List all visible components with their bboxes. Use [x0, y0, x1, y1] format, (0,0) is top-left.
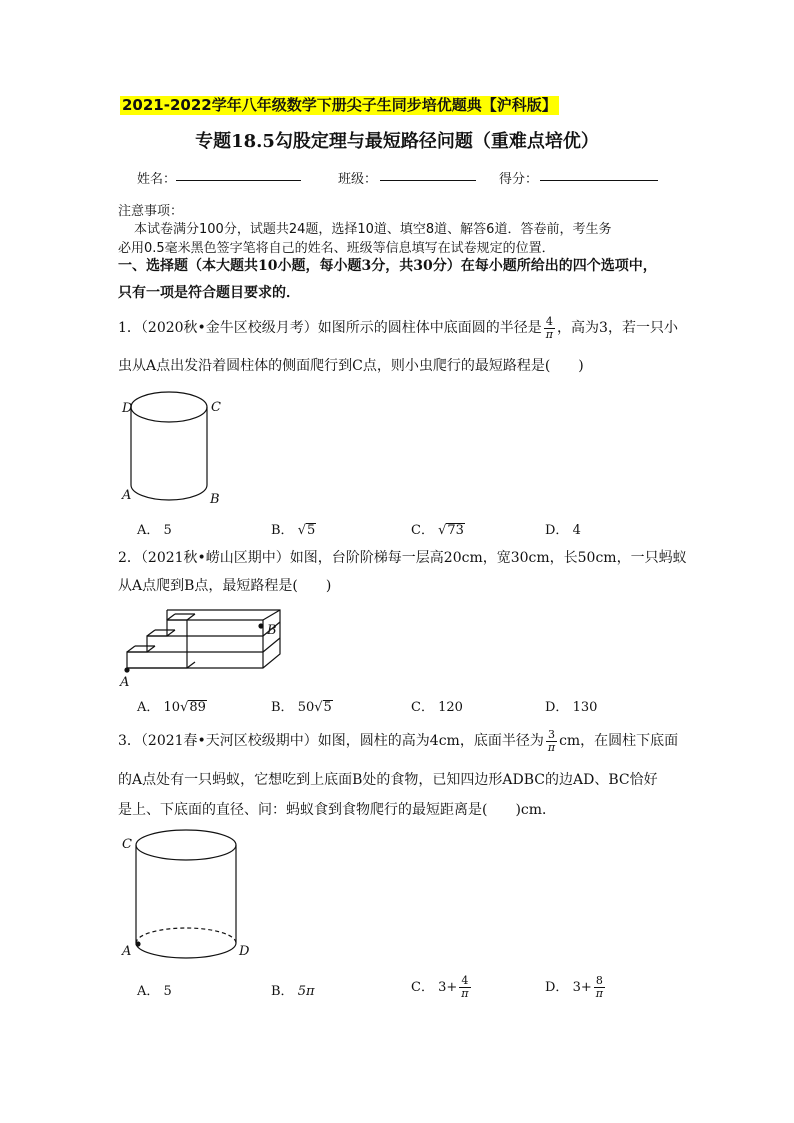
option-a[interactable]: A． 5 [137, 523, 172, 538]
option-c[interactable]: C． 120 [411, 700, 463, 715]
cylinder-figure [112, 385, 232, 510]
option-b[interactable]: B． 50√5 [271, 700, 332, 715]
question-3-text: 3．（2021春•天河区校级期中）如图，圆柱的高为4cm，底面半径为 $\frac{3}{\pi}$ cm，在圆柱下底面 [118, 727, 679, 754]
notice-heading: 注意事项： [118, 204, 184, 219]
name-label: 姓名： [137, 172, 177, 187]
point-label-a: A [120, 675, 130, 690]
option-b[interactable]: B． √5 [271, 523, 316, 538]
option-b[interactable]: B． 5π [271, 984, 315, 999]
page-title: 专题18.5勾股定理与最短路径问题（重难点培优） [195, 131, 599, 152]
class-field[interactable] [380, 166, 476, 181]
option-c[interactable]: C． √73 [411, 523, 464, 538]
score-field[interactable] [540, 166, 658, 181]
point-label-d: D [122, 401, 133, 416]
question-3-text: 是上、下底面的直径、问：蚂蚁食到食物爬行的最短距离是( )cm． [118, 802, 557, 818]
document-header: 2021-2022学年八年级数学下册尖子生同步培优题典【沪科版】 [122, 96, 557, 114]
question-1-text: 1．（2020秋•金牛区校级月考）如图所示的圆柱体中底面圆的半径是 $\frac{4}{\pi}$ ，高为3，若一只小 [118, 314, 678, 341]
stairs-figure [115, 604, 290, 690]
class-label: 班级： [338, 172, 378, 187]
option-a[interactable]: A． 5 [137, 984, 172, 999]
point-a-marker [135, 941, 140, 946]
score-label: 得分： [499, 172, 539, 187]
name-field[interactable] [176, 166, 301, 181]
point-label-c: C [122, 837, 132, 852]
question-2-text: 2．（2021秋•崂山区期中）如图，台阶阶梯每一层高20cm，宽30cm，长50cm，一只蚂蚁 [118, 550, 687, 566]
question-1-text: 虫从A点出发沿着圆柱体的侧面爬行到C点，则小虫爬行的最短路程是( ) [118, 358, 584, 374]
point-label-d: D [239, 944, 250, 959]
option-d[interactable]: D． 130 [545, 700, 598, 715]
question-2-text: 从A点爬到B点，最短路程是( ) [118, 578, 332, 594]
point-b-marker [258, 623, 263, 628]
fraction: $\frac{4}{\pi}$ [545, 314, 554, 341]
option-c[interactable]: C． 3+ $\frac{4}{\pi}$ [411, 974, 469, 1000]
point-label-b: B [210, 492, 220, 507]
section-heading: 只有一项是符合题目要求的． [118, 285, 300, 301]
point-label-a: A [122, 488, 132, 503]
point-label-a: A [122, 944, 132, 959]
point-label-c: C [211, 400, 221, 415]
cylinder-figure [114, 825, 264, 965]
option-a[interactable]: A． 10√89 [137, 700, 206, 715]
option-d[interactable]: D． 3+ $\frac{8}{\pi}$ [545, 974, 603, 1000]
fraction: $\frac{3}{\pi}$ [547, 727, 556, 754]
section-heading: 一、选择题（本大题共10小题，每小题3分，共30分）在每小题所给出的四个选项中， [118, 258, 657, 274]
point-a-marker [124, 667, 129, 672]
notice-line: 本试卷满分100分，试题共24题，选择10道、填空8道、解答6道．答卷前，考生务 [134, 222, 612, 237]
notice-line: 必用0.5毫米黑色签字笔将自己的姓名、班级等信息填写在试卷规定的位置． [118, 241, 555, 256]
option-d[interactable]: D． 4 [545, 523, 581, 538]
point-label-b: B [267, 623, 277, 638]
question-3-text: 的A点处有一只蚂蚁，它想吃到上底面B处的食物，已知四边形ADBC的边AD、BC恰好 [118, 772, 658, 788]
